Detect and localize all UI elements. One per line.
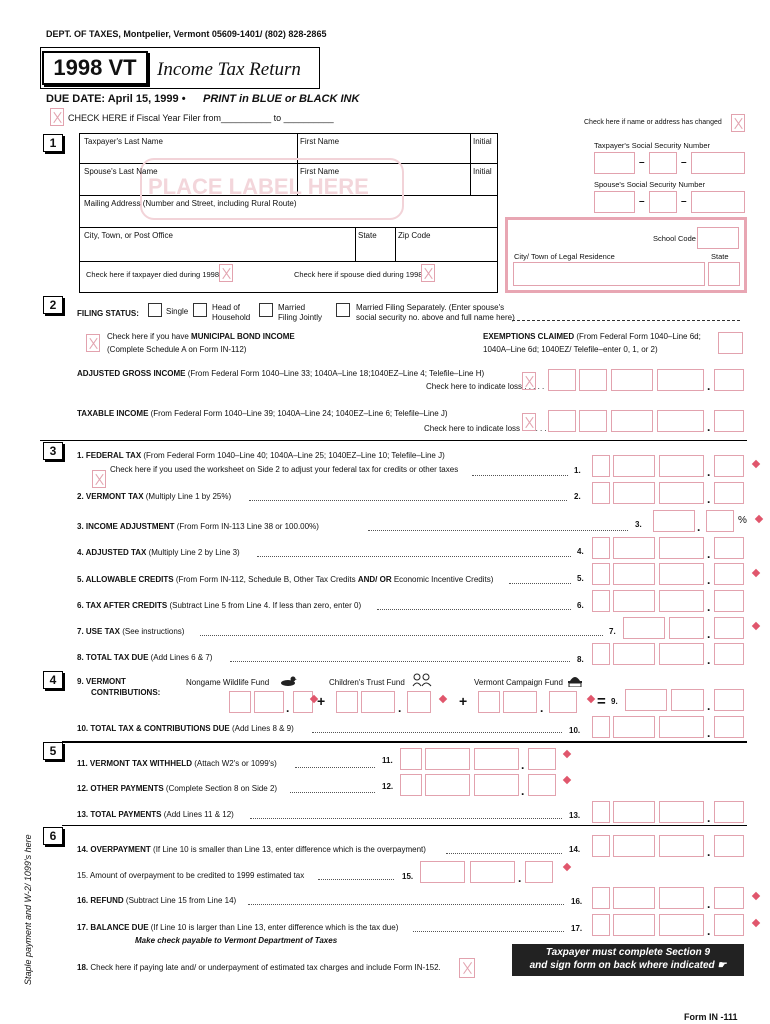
municipal-bond-checkbox[interactable] <box>86 334 100 352</box>
pointing-hand-icon: ☛ <box>717 960 727 971</box>
ssn-dash: – <box>681 157 687 168</box>
municipal-bond-sub: (Complete Schedule A on Form IN-112) <box>107 345 247 354</box>
line-16-cents[interactable] <box>714 887 744 909</box>
section-2-number: 2 <box>43 296 63 314</box>
line-4-box[interactable] <box>613 537 655 559</box>
line-11-number: 11. <box>382 756 393 765</box>
state-label: State <box>358 231 377 240</box>
line-16-label: 16. REFUND (Subtract Line 15 from Line 14) <box>77 896 237 905</box>
line-8-number: 8. <box>577 655 584 664</box>
line-17-cents[interactable] <box>714 914 744 936</box>
line-17-box[interactable] <box>613 914 655 936</box>
line-13-box[interactable] <box>592 801 610 823</box>
decimal-point: . <box>707 379 711 393</box>
mfj-label-1: Married <box>278 303 306 312</box>
line-10-label: 10. TOTAL TAX & CONTRIBUTIONS DUE (Add Lines 8 & 9) <box>77 724 294 733</box>
line-15-box[interactable] <box>470 861 515 883</box>
dept-address: DEPT. OF TAXES, Montpelier, Vermont 05609-1401/ (802) 828-2865 <box>46 29 327 39</box>
exemptions-label: EXEMPTIONS CLAIMED (From Federal Form 1040–Line 6d; <box>483 332 701 341</box>
campaign-cents[interactable] <box>549 691 577 713</box>
line-7-box[interactable] <box>623 617 665 639</box>
line-17-box[interactable] <box>592 914 610 936</box>
taxable-income-label: TAXABLE INCOME (From Federal Form 1040–Line 39; 1040A–Line 24; 1040EZ–Line 6; Telefile–Line J) <box>77 409 448 418</box>
diamond-marker <box>752 460 760 468</box>
campaign-box[interactable] <box>478 691 500 713</box>
line-5-box[interactable] <box>592 563 610 585</box>
diamond-marker <box>563 750 571 758</box>
diamond-marker <box>587 695 595 703</box>
line-8-box[interactable] <box>592 643 610 665</box>
married-separately-checkbox[interactable] <box>336 303 350 317</box>
taxable-box[interactable] <box>579 410 607 432</box>
line-5-label: 5. ALLOWABLE CREDITS (From Form IN-112, Schedule B, Other Tax Credits AND/ OR Economic Incentive Credits) <box>77 575 494 584</box>
decimal-point: . <box>707 465 711 479</box>
decimal-point: . <box>518 871 522 885</box>
line-17-label: 17. BALANCE DUE (If Line 10 is larger than Line 13, enter difference which is the tax due) <box>77 923 399 932</box>
childrens-fund-label: Children's Trust Fund <box>329 678 405 687</box>
line-16-box[interactable] <box>659 887 704 909</box>
line-8-label: 8. TOTAL TAX DUE (Add Lines 6 & 7) <box>77 653 213 662</box>
line-7-cents[interactable] <box>714 617 744 639</box>
first-name-label: First Name <box>300 137 340 146</box>
spouse-initial-label: Initial <box>473 167 492 176</box>
leader-dots <box>200 635 603 636</box>
line-1-number: 1. <box>574 466 581 475</box>
leader-dots <box>249 500 567 501</box>
plus-sign: + <box>459 693 468 709</box>
line-6-label: 6. TAX AFTER CREDITS (Subtract Line 5 from Line 4. If less than zero, enter 0) <box>77 601 362 610</box>
leader-dots <box>368 530 628 531</box>
leader-dots <box>377 609 571 610</box>
initial-label: Initial <box>473 137 492 146</box>
agi-loss-label: Check here to indicate loss . . . . . <box>426 382 545 391</box>
line-14-box[interactable] <box>592 835 610 857</box>
line-5-cents[interactable] <box>714 563 744 585</box>
decimal-point: . <box>540 701 544 715</box>
line-4-box[interactable] <box>592 537 610 559</box>
section-divider <box>62 741 747 743</box>
spouse-last-name-label: Spouse's Last Name <box>84 167 158 176</box>
place-label-watermark: PLACE LABEL HERE <box>148 174 369 199</box>
decimal-point: . <box>707 573 711 587</box>
line-11-label: 11. VERMONT TAX WITHHELD (Attach W2's or 1099's) <box>77 759 277 768</box>
head-of-household-checkbox[interactable] <box>193 303 207 317</box>
line-5-box[interactable] <box>613 563 655 585</box>
single-label: Single <box>166 307 189 316</box>
divider <box>395 227 396 261</box>
leader-dots <box>312 732 562 733</box>
childrens-box[interactable] <box>361 691 395 713</box>
leader-dots <box>230 661 570 662</box>
line-15-label: 15. Amount of overpayment to be credited to 1999 estimated tax <box>77 871 305 880</box>
decimal-point: . <box>707 492 711 506</box>
line-15-box[interactable] <box>420 861 465 883</box>
taxpayer-ssn-label: Taxpayer's Social Security Number <box>594 141 711 150</box>
agi-cents[interactable] <box>714 369 744 391</box>
must-complete-line-2: and sign form on back where indicated ☛ <box>529 960 727 971</box>
mfj-label-2: Filing Jointly <box>278 313 323 322</box>
nongame-box[interactable] <box>229 691 251 713</box>
leader-dots <box>413 931 564 932</box>
taxable-box[interactable] <box>657 410 704 432</box>
section-divider <box>40 440 747 441</box>
leader-dots <box>257 556 571 557</box>
childrens-cents[interactable] <box>407 691 431 713</box>
section-1-number: 1 <box>43 134 63 152</box>
staple-note: Staple payment and W-2/ 1099's here <box>23 834 33 985</box>
taxable-box[interactable] <box>611 410 653 432</box>
line-9-label-2: CONTRIBUTIONS: <box>91 688 161 697</box>
line-4-cents[interactable] <box>714 537 744 559</box>
filing-status-label: FILING STATUS: <box>77 309 139 318</box>
line-8-cents[interactable] <box>714 643 744 665</box>
ssn-dash: – <box>639 157 645 168</box>
line-14-box[interactable] <box>659 835 704 857</box>
line-6-box[interactable] <box>659 590 704 612</box>
taxpayer-ssn-part3[interactable] <box>691 152 745 174</box>
line-14-cents[interactable] <box>714 835 744 857</box>
line-4-number: 4. <box>577 547 584 556</box>
line-10-box[interactable] <box>613 716 655 738</box>
spouse-ssn-part2[interactable] <box>649 191 677 213</box>
spouse-first-name-label: First Name <box>300 167 340 176</box>
municipal-bond-label: Check here if you have MUNICIPAL BOND INCOME <box>107 332 295 341</box>
diamond-marker <box>752 569 760 577</box>
decimal-point: . <box>707 653 711 667</box>
decimal-point: . <box>707 420 711 434</box>
taxable-box[interactable] <box>548 410 576 432</box>
late-payment-checkbox[interactable] <box>459 958 475 978</box>
decimal-point: . <box>398 701 402 715</box>
decimal-point: . <box>707 811 711 825</box>
decimal-point: . <box>707 924 711 938</box>
capitol-icon <box>567 673 583 687</box>
line-2-cents[interactable] <box>714 482 744 504</box>
married-jointly-checkbox[interactable] <box>259 303 273 317</box>
line-18-label: 18. Check here if paying late and/ or underpayment of estimated tax charges and include Form IN-152. <box>77 963 441 972</box>
line-16-number: 16. <box>571 897 583 906</box>
line-13-cents[interactable] <box>714 801 744 823</box>
line-10-box[interactable] <box>659 716 704 738</box>
childrens-box[interactable] <box>336 691 358 713</box>
exemptions-input[interactable] <box>718 332 743 354</box>
line-15-cents[interactable] <box>525 861 553 883</box>
line-2-box[interactable] <box>659 482 704 504</box>
line-9-label-1: 9. VERMONT <box>77 677 126 686</box>
line-6-number: 6. <box>577 601 584 610</box>
mfs-label-2: social security no. above and full name here) <box>356 313 515 322</box>
divider <box>79 261 498 262</box>
line-12-cents[interactable] <box>528 774 556 796</box>
line-12-box[interactable] <box>400 774 422 796</box>
name-changed-label: Check here if name or address has changed <box>584 119 722 126</box>
line-12-box[interactable] <box>425 774 470 796</box>
line-5-box[interactable] <box>659 563 704 585</box>
single-checkbox[interactable] <box>148 303 162 317</box>
residence-state-input[interactable] <box>708 262 740 286</box>
hoh-label-2: Household <box>212 313 251 322</box>
nongame-box[interactable] <box>254 691 284 713</box>
diamond-marker <box>752 892 760 900</box>
line-2-box[interactable] <box>592 482 610 504</box>
line-15-number: 15. <box>402 872 414 881</box>
section-4-number: 4 <box>43 671 63 689</box>
line-3-number: 3. <box>635 520 642 529</box>
line-10-number: 10. <box>569 726 581 735</box>
taxable-loss-checkbox[interactable] <box>522 413 536 431</box>
decimal-point: . <box>707 547 711 561</box>
taxpayer-last-name-label: Taxpayer's Last Name <box>84 137 163 146</box>
nongame-cents[interactable] <box>293 691 313 713</box>
line-12-label: 12. OTHER PAYMENTS (Complete Section 8 on Side 2) <box>77 784 278 793</box>
line-17-box[interactable] <box>659 914 704 936</box>
agi-loss-checkbox[interactable] <box>522 372 536 390</box>
line-16-box[interactable] <box>613 887 655 909</box>
line-3-cents[interactable] <box>706 510 734 532</box>
form-title: Income Tax Return <box>157 59 301 80</box>
line-11-cents[interactable] <box>528 748 556 770</box>
line-7-label: 7. USE TAX (See instructions) <box>77 627 185 636</box>
line-12-box[interactable] <box>474 774 519 796</box>
agi-box[interactable] <box>548 369 576 391</box>
percent-sign: % <box>738 515 747 526</box>
diamond-marker <box>752 919 760 927</box>
nongame-label: Nongame Wildlife Fund <box>186 678 270 687</box>
line-3-label: 3. INCOME ADJUSTMENT (From Form IN-113 Line 38 or 100.00%) <box>77 522 319 531</box>
diamond-marker <box>755 515 763 523</box>
equals-sign: = <box>597 693 606 710</box>
spouse-ssn-label: Spouse's Social Security Number <box>594 180 706 189</box>
line-9-cents[interactable] <box>714 689 744 711</box>
line-6-box[interactable] <box>592 590 610 612</box>
line-1-sub: Check here if you used the worksheet on Side 2 to adjust your federal tax for credits or other taxes <box>110 465 459 474</box>
line-9-number: 9. <box>611 697 618 706</box>
decimal-point: . <box>707 897 711 911</box>
line-6-cents[interactable] <box>714 590 744 612</box>
line-2-box[interactable] <box>613 482 655 504</box>
decimal-point: . <box>521 758 525 772</box>
line-8-box[interactable] <box>659 643 704 665</box>
mfs-label-1: Married Filing Separately. (Enter spouse's <box>356 303 505 312</box>
school-code-input[interactable] <box>697 227 739 249</box>
line-1-box[interactable] <box>613 455 655 477</box>
zip-label: Zip Code <box>398 231 431 240</box>
ink-note: PRINT in BLUE or BLACK INK <box>203 93 360 105</box>
diamond-marker <box>563 863 571 871</box>
leader-dots <box>446 853 562 854</box>
spouse-ssn-part1[interactable] <box>594 191 635 213</box>
line-14-box[interactable] <box>613 835 655 857</box>
line-7-number: 7. <box>609 627 616 636</box>
fiscal-year-checkbox[interactable] <box>50 108 64 126</box>
diamond-marker <box>563 776 571 784</box>
exemptions-sub: 1040A–Line 6d; 1040EZ/ Telefile–enter 0, 1, or 2) <box>483 345 658 354</box>
leader-dots <box>509 583 571 584</box>
form-id: Form IN -111 <box>684 1012 738 1022</box>
line-2-number: 2. <box>574 492 581 501</box>
section-3-number: 3 <box>43 442 63 460</box>
leader-dots <box>250 818 562 819</box>
spouse-died-checkbox[interactable] <box>421 264 435 282</box>
line-2-label: 2. VERMONT TAX (Multiply Line 1 by 25%) <box>77 492 232 501</box>
spouse-name-line[interactable] <box>512 320 740 321</box>
line-16-box[interactable] <box>592 887 610 909</box>
agi-box[interactable] <box>657 369 704 391</box>
divider <box>470 133 471 195</box>
line-5-number: 5. <box>577 574 584 583</box>
section-6-number: 6 <box>43 827 63 845</box>
line-13-box[interactable] <box>659 801 704 823</box>
loon-icon <box>279 673 297 687</box>
legal-residence-input[interactable] <box>513 262 705 286</box>
leader-dots <box>472 475 568 476</box>
line-3-box[interactable] <box>653 510 695 532</box>
city-label: City, Town, or Post Office <box>84 231 173 240</box>
decimal-point: . <box>286 701 290 715</box>
residence-state-label: State <box>711 252 729 261</box>
decimal-point: . <box>521 784 525 798</box>
agi-box[interactable] <box>579 369 607 391</box>
payable-note: Make check payable to Vermont Department of Taxes <box>135 936 338 945</box>
line-17-number: 17. <box>571 924 583 933</box>
agi-label: ADJUSTED GROSS INCOME (From Federal Form 1040–Line 33; 1040A–Line 18;1040EZ–Line 4; Telefile–Line H) <box>77 369 485 378</box>
line-11-box[interactable] <box>425 748 470 770</box>
childrens-icon <box>411 672 433 687</box>
decimal-point: . <box>707 699 711 713</box>
leader-dots <box>248 904 564 905</box>
line-13-label: 13. TOTAL PAYMENTS (Add Lines 11 & 12) <box>77 810 234 819</box>
must-complete-banner <box>512 944 744 976</box>
plus-sign: + <box>317 693 326 709</box>
must-complete-line-1: Taxpayer must complete Section 9 <box>545 947 711 958</box>
leader-dots <box>290 792 375 793</box>
name-changed-checkbox[interactable] <box>731 114 745 132</box>
line-1-label: 1. FEDERAL TAX (From Federal Form 1040–Line 40; 1040A–Line 25; 1040EZ–Line 10; Telefile–Line J) <box>77 451 445 460</box>
spouse-died-label: Check here if spouse died during 1998 <box>294 270 423 279</box>
line-11-box[interactable] <box>400 748 422 770</box>
line-13-number: 13. <box>569 811 581 820</box>
legal-residence-label: City/ Town of Legal Residence <box>514 252 615 261</box>
agi-box[interactable] <box>611 369 653 391</box>
leader-dots <box>295 767 375 768</box>
hoh-label-1: Head of <box>212 303 241 312</box>
ssn-dash: – <box>639 196 645 207</box>
line-4-box[interactable] <box>659 537 704 559</box>
line-1-box[interactable] <box>659 455 704 477</box>
line-8-box[interactable] <box>613 643 655 665</box>
worksheet-checkbox[interactable] <box>92 470 106 488</box>
line-1-cents[interactable] <box>714 455 744 477</box>
line-1-box[interactable] <box>592 455 610 477</box>
due-date: DUE DATE: April 15, 1999 • <box>46 93 186 105</box>
leader-dots <box>318 879 394 880</box>
line-6-box[interactable] <box>613 590 655 612</box>
fiscal-year-label: CHECK HERE if Fiscal Year Filer from__________ to __________ <box>68 113 334 123</box>
line-9-box[interactable] <box>625 689 667 711</box>
mailing-address-label: Mailing Address (Number and Street, including Rural Route) <box>84 199 297 208</box>
decimal-point: . <box>707 726 711 740</box>
section-5-number: 5 <box>43 742 63 760</box>
divider <box>355 227 356 261</box>
diamond-marker <box>752 622 760 630</box>
divider <box>79 227 498 228</box>
taxpayer-ssn-part2[interactable] <box>649 152 677 174</box>
taxpayer-ssn-part1[interactable] <box>594 152 635 174</box>
spouse-ssn-part3[interactable] <box>691 191 745 213</box>
line-7-box[interactable] <box>669 617 704 639</box>
campaign-box[interactable] <box>503 691 537 713</box>
ssn-dash: – <box>681 196 687 207</box>
decimal-point: . <box>707 600 711 614</box>
line-13-box[interactable] <box>613 801 655 823</box>
line-9-box[interactable] <box>671 689 704 711</box>
line-14-label: 14. OVERPAYMENT (If Line 10 is smaller than Line 13, enter difference which is the overpayment) <box>77 845 426 854</box>
line-4-label: 4. ADJUSTED TAX (Multiply Line 2 by Line 3) <box>77 548 240 557</box>
decimal-point: . <box>707 845 711 859</box>
line-11-box[interactable] <box>474 748 519 770</box>
decimal-point: . <box>697 520 701 534</box>
line-10-box[interactable] <box>592 716 610 738</box>
line-12-number: 12. <box>382 782 394 791</box>
taxpayer-died-checkbox[interactable] <box>219 264 233 282</box>
taxable-loss-label: Check here to indicate loss . . . . . . <box>424 424 547 433</box>
line-14-number: 14. <box>569 845 581 854</box>
diamond-marker <box>439 695 447 703</box>
taxpayer-died-label: Check here if taxpayer died during 1998 <box>86 270 220 279</box>
line-10-cents[interactable] <box>714 716 744 738</box>
decimal-point: . <box>707 627 711 641</box>
form-year: 1998 VT <box>42 51 148 85</box>
taxable-cents[interactable] <box>714 410 744 432</box>
school-code-label: School Code <box>653 234 696 243</box>
campaign-fund-label: Vermont Campaign Fund <box>474 678 563 687</box>
section-divider <box>62 825 747 826</box>
